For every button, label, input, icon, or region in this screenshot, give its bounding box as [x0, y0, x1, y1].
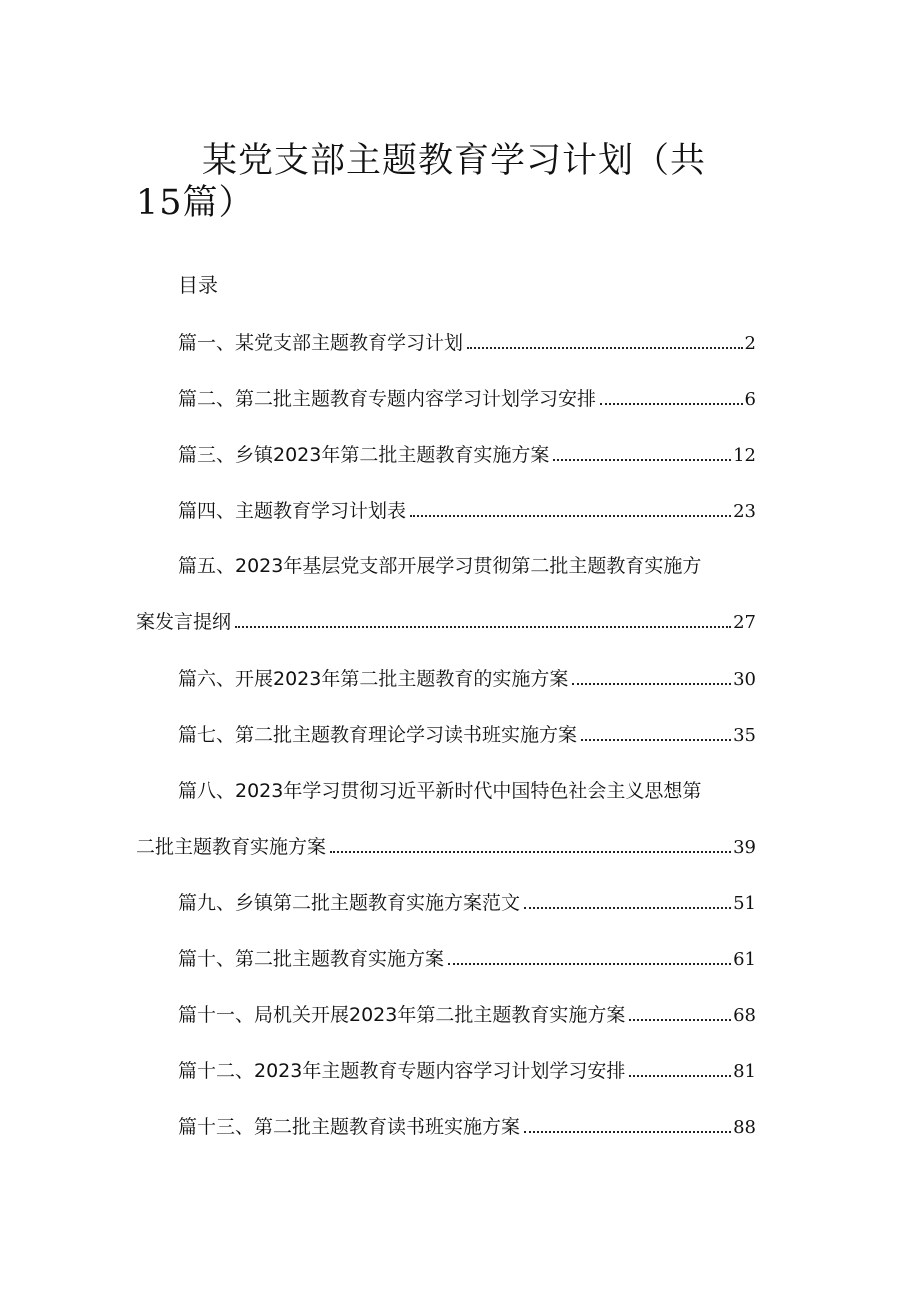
toc-heading: 目录	[178, 273, 218, 297]
dot-leader	[629, 1075, 731, 1077]
dot-leader	[581, 739, 731, 741]
dot-leader	[448, 963, 731, 965]
toc-page-number: 23	[733, 501, 756, 522]
toc-line	[178, 1056, 756, 1086]
toc-entry-title: 篇八、2023年学习贯彻习近平新时代中国特色社会主义思想第	[178, 780, 702, 802]
dot-leader	[600, 403, 743, 405]
toc-page-number: 51	[733, 893, 756, 914]
toc-page-number: 88	[733, 1117, 756, 1138]
toc-page-number: 27	[733, 612, 756, 633]
toc-line	[178, 1000, 756, 1030]
dot-leader	[524, 907, 731, 909]
dot-leader	[410, 515, 731, 517]
toc-entry-title: 篇十二、2023年主题教育专题内容学习计划学习安排	[178, 1060, 626, 1082]
toc-line	[178, 664, 756, 694]
toc-page-number: 68	[733, 1005, 756, 1026]
dot-leader	[553, 459, 731, 461]
toc-entry-title-continued: 案发言提纲	[136, 611, 232, 633]
toc-page-number: 81	[733, 1061, 756, 1082]
document-title: 某党支部主题教育学习计划（共15篇）	[136, 141, 707, 223]
toc-page-number: 6	[744, 389, 756, 410]
toc-entry-title: 篇三、乡镇2023年第二批主题教育实施方案	[178, 444, 550, 466]
toc-entry-title: 篇十、第二批主题教育实施方案	[178, 948, 445, 970]
toc-line	[178, 496, 756, 526]
toc-entry-title: 篇四、主题教育学习计划表	[178, 500, 407, 522]
toc-line	[178, 328, 756, 358]
toc-line	[178, 776, 740, 806]
toc-line	[178, 720, 756, 750]
toc-line	[178, 384, 756, 414]
toc-entry-title: 篇六、开展2023年第二批主题教育的实施方案	[178, 668, 569, 690]
toc-line	[178, 440, 756, 470]
toc-page-number: 2	[744, 333, 756, 354]
toc-page-number: 39	[733, 837, 756, 858]
toc-page-number: 12	[733, 445, 756, 466]
toc-line	[136, 832, 756, 862]
toc-page-number: 30	[733, 669, 756, 690]
toc-entry-title: 篇十一、局机关开展2023年第二批主题教育实施方案	[178, 1004, 626, 1026]
toc-entry-title: 篇七、第二批主题教育理论学习读书班实施方案	[178, 724, 578, 746]
dot-leader	[572, 683, 731, 685]
toc-line	[136, 607, 756, 637]
dot-leader	[235, 626, 731, 628]
dot-leader	[467, 347, 743, 349]
toc-page-number: 35	[733, 725, 756, 746]
toc-page-number: 61	[733, 949, 756, 970]
toc-entry-title: 篇五、2023年基层党支部开展学习贯彻第二批主题教育实施方	[178, 555, 702, 577]
toc-entry-title: 篇二、第二批主题教育专题内容学习计划学习安排	[178, 388, 597, 410]
toc-line	[178, 1112, 756, 1142]
toc-entry-title: 篇十三、第二批主题教育读书班实施方案	[178, 1116, 521, 1138]
dot-leader	[524, 1131, 731, 1133]
toc-line	[178, 888, 756, 918]
toc-entry-title: 篇一、某党支部主题教育学习计划	[178, 332, 464, 354]
dot-leader	[330, 851, 731, 853]
toc-entry-title: 篇九、乡镇第二批主题教育实施方案范文	[178, 892, 521, 914]
toc-line	[178, 944, 756, 974]
toc-line	[178, 551, 740, 581]
toc-entry-title-continued: 二批主题教育实施方案	[136, 836, 327, 858]
dot-leader	[629, 1019, 731, 1021]
